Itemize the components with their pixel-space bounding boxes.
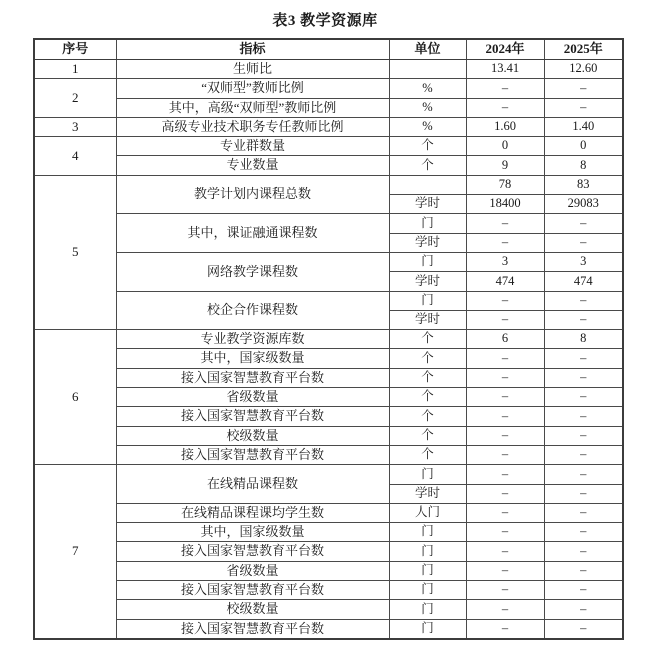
indicator-cell: 接入国家智慧教育平台数 — [116, 368, 389, 387]
column-header-indicator: 指标 — [116, 39, 389, 60]
value-2024-cell: 18400 — [466, 195, 544, 214]
value-2024-cell: 6 — [466, 330, 544, 349]
unit-cell: 个 — [389, 407, 466, 426]
header-row — [34, 39, 623, 60]
unit-cell: 个 — [389, 368, 466, 387]
value-2024-cell: – — [466, 98, 544, 117]
column-header-2025: 2025年 — [544, 39, 623, 60]
value-2025-cell: 8 — [544, 156, 623, 175]
value-2025-cell: – — [544, 600, 623, 619]
indicator-cell: “双师型”教师比例 — [116, 79, 389, 98]
indicator-cell: 在线精品课程数 — [116, 465, 389, 504]
table-row — [34, 465, 623, 484]
value-2025-cell: – — [544, 388, 623, 407]
value-2024-cell: – — [466, 484, 544, 503]
unit-cell: 个 — [389, 445, 466, 464]
indicator-cell: 专业数量 — [116, 156, 389, 175]
unit-cell: 门 — [389, 214, 466, 233]
value-2025-cell: – — [544, 349, 623, 368]
row-no-cell: 3 — [34, 117, 116, 136]
row-no-cell: 7 — [34, 465, 116, 639]
indicator-cell: 接入国家智慧教育平台数 — [116, 445, 389, 464]
table-row — [34, 388, 623, 407]
value-2025-cell: 1.40 — [544, 117, 623, 136]
unit-cell: 个 — [389, 388, 466, 407]
table-row — [34, 445, 623, 464]
value-2024-cell: – — [466, 465, 544, 484]
value-2024-cell: – — [466, 542, 544, 561]
table-row — [34, 426, 623, 445]
unit-cell: 学时 — [389, 310, 466, 329]
value-2025-cell: – — [544, 484, 623, 503]
table-row — [34, 523, 623, 542]
value-2025-cell: – — [544, 523, 623, 542]
table-row — [34, 156, 623, 175]
value-2025-cell: – — [544, 465, 623, 484]
unit-cell: 门 — [389, 561, 466, 580]
unit-cell: 个 — [389, 349, 466, 368]
table-row — [34, 137, 623, 156]
indicator-cell: 其中，高级“双师型”教师比例 — [116, 98, 389, 117]
value-2025-cell: – — [544, 503, 623, 522]
value-2024-cell: – — [466, 214, 544, 233]
value-2025-cell: – — [544, 310, 623, 329]
value-2024-cell: – — [466, 581, 544, 600]
indicator-cell: 其中，国家级数量 — [116, 349, 389, 368]
indicator-cell: 生师比 — [116, 60, 389, 79]
value-2024-cell: 1.60 — [466, 117, 544, 136]
table-row — [34, 175, 623, 194]
unit-cell: 个 — [389, 156, 466, 175]
table-row — [34, 117, 623, 136]
indicator-cell: 校级数量 — [116, 600, 389, 619]
unit-cell: 门 — [389, 581, 466, 600]
table-row — [34, 600, 623, 619]
value-2025-cell: 8 — [544, 330, 623, 349]
value-2024-cell: – — [466, 426, 544, 445]
column-header-no: 序号 — [34, 39, 116, 60]
teaching-resource-table — [33, 38, 624, 640]
table-row — [34, 214, 623, 233]
value-2024-cell: – — [466, 503, 544, 522]
value-2025-cell: – — [544, 426, 623, 445]
unit-cell: 门 — [389, 619, 466, 639]
indicator-cell: 接入国家智慧教育平台数 — [116, 581, 389, 600]
value-2024-cell: – — [466, 619, 544, 639]
indicator-cell: 网络教学课程数 — [116, 252, 389, 291]
indicator-cell: 校级数量 — [116, 426, 389, 445]
value-2025-cell: – — [544, 407, 623, 426]
unit-cell: 门 — [389, 465, 466, 484]
indicator-cell: 专业群数量 — [116, 137, 389, 156]
unit-cell: 门 — [389, 291, 466, 310]
value-2024-cell: – — [466, 600, 544, 619]
unit-cell: 门 — [389, 600, 466, 619]
table-row — [34, 291, 623, 310]
unit-cell: % — [389, 98, 466, 117]
indicator-cell: 接入国家智慧教育平台数 — [116, 407, 389, 426]
table-row — [34, 98, 623, 117]
value-2025-cell: – — [544, 233, 623, 252]
value-2025-cell: – — [544, 291, 623, 310]
unit-cell: 学时 — [389, 233, 466, 252]
unit-cell — [389, 175, 466, 194]
value-2024-cell: 13.41 — [466, 60, 544, 79]
unit-cell: 学时 — [389, 484, 466, 503]
indicator-cell: 专业教学资源库数 — [116, 330, 389, 349]
row-no-cell: 4 — [34, 137, 116, 176]
table-header — [34, 39, 623, 60]
unit-cell: 学时 — [389, 272, 466, 291]
value-2024-cell: – — [466, 310, 544, 329]
value-2024-cell: – — [466, 349, 544, 368]
table-row — [34, 619, 623, 639]
value-2024-cell: 0 — [466, 137, 544, 156]
table-row — [34, 581, 623, 600]
table-row — [34, 542, 623, 561]
value-2024-cell: 3 — [466, 252, 544, 271]
table-row — [34, 349, 623, 368]
value-2024-cell: 9 — [466, 156, 544, 175]
value-2024-cell: – — [466, 523, 544, 542]
value-2025-cell: – — [544, 619, 623, 639]
indicator-cell: 在线精品课程课均学生数 — [116, 503, 389, 522]
indicator-cell: 省级数量 — [116, 388, 389, 407]
value-2025-cell: – — [544, 542, 623, 561]
value-2024-cell: – — [466, 368, 544, 387]
unit-cell: % — [389, 117, 466, 136]
table-row — [34, 330, 623, 349]
indicator-cell: 教学计划内课程总数 — [116, 175, 389, 214]
unit-cell: 个 — [389, 137, 466, 156]
value-2025-cell: 29083 — [544, 195, 623, 214]
unit-cell — [389, 60, 466, 79]
row-no-cell: 1 — [34, 60, 116, 79]
table-row — [34, 407, 623, 426]
value-2025-cell: 474 — [544, 272, 623, 291]
unit-cell: 门 — [389, 252, 466, 271]
row-no-cell: 5 — [34, 175, 116, 329]
indicator-cell: 接入国家智慧教育平台数 — [116, 619, 389, 639]
value-2024-cell: – — [466, 233, 544, 252]
value-2025-cell: – — [544, 79, 623, 98]
value-2025-cell: – — [544, 561, 623, 580]
value-2025-cell: – — [544, 368, 623, 387]
unit-cell: 门 — [389, 523, 466, 542]
unit-cell: 门 — [389, 542, 466, 561]
value-2025-cell: 0 — [544, 137, 623, 156]
unit-cell: 个 — [389, 330, 466, 349]
unit-cell: 人门 — [389, 503, 466, 522]
value-2024-cell: – — [466, 407, 544, 426]
value-2025-cell: 83 — [544, 175, 623, 194]
column-header-unit: 单位 — [389, 39, 466, 60]
value-2024-cell: 78 — [466, 175, 544, 194]
indicator-cell: 其中，课证融通课程数 — [116, 214, 389, 253]
table-row — [34, 79, 623, 98]
row-no-cell: 6 — [34, 330, 116, 465]
table-row — [34, 252, 623, 271]
indicator-cell: 校企合作课程数 — [116, 291, 389, 330]
value-2025-cell: – — [544, 581, 623, 600]
row-no-cell: 2 — [34, 79, 116, 118]
indicator-cell: 接入国家智慧教育平台数 — [116, 542, 389, 561]
value-2024-cell: 474 — [466, 272, 544, 291]
value-2024-cell: – — [466, 291, 544, 310]
value-2025-cell: 3 — [544, 252, 623, 271]
value-2024-cell: – — [466, 445, 544, 464]
indicator-cell: 省级数量 — [116, 561, 389, 580]
value-2025-cell: – — [544, 214, 623, 233]
table-row — [34, 503, 623, 522]
unit-cell: 学时 — [389, 195, 466, 214]
unit-cell: 个 — [389, 426, 466, 445]
table-body — [34, 60, 623, 639]
value-2024-cell: – — [466, 561, 544, 580]
value-2025-cell: 12.60 — [544, 60, 623, 79]
table-row — [34, 60, 623, 79]
value-2025-cell: – — [544, 445, 623, 464]
page-title: 表3 教学资源库 — [272, 13, 378, 29]
value-2025-cell: – — [544, 98, 623, 117]
unit-cell: % — [389, 79, 466, 98]
value-2024-cell: – — [466, 79, 544, 98]
indicator-cell: 高级专业技术职务专任教师比例 — [116, 117, 389, 136]
indicator-cell: 其中，国家级数量 — [116, 523, 389, 542]
column-header-2024: 2024年 — [466, 39, 544, 60]
table-row — [34, 561, 623, 580]
value-2024-cell: – — [466, 388, 544, 407]
table-row — [34, 368, 623, 387]
